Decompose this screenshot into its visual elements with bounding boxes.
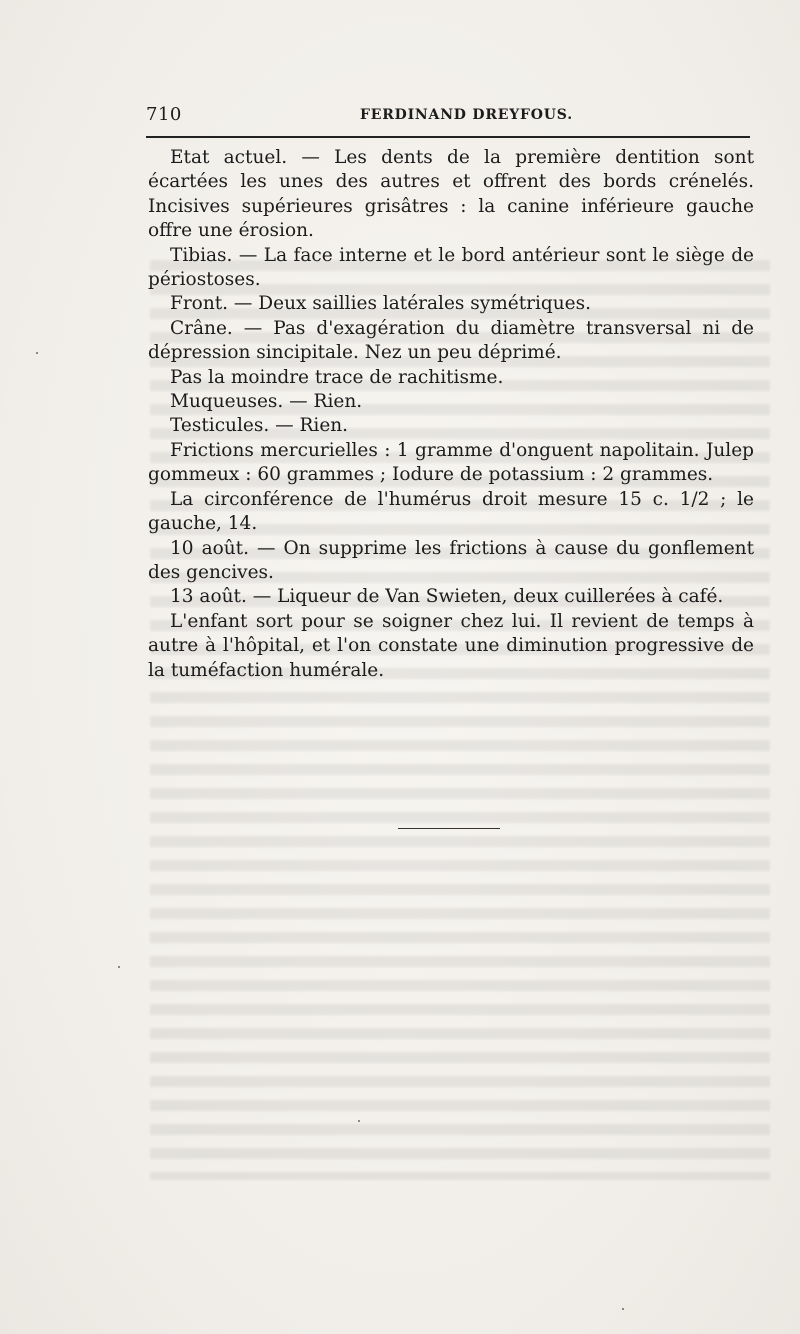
paper-speck [118,966,120,968]
body-text [148,146,754,683]
paper-speck [622,1308,624,1310]
paragraph-muqueuses: Muqueuses. — Rien. [170,391,363,413]
paper-speck [358,1120,360,1122]
running-head [146,104,750,126]
paragraph-enfant-sort: L'enfant sort pour se soigner chez lui. Il revient de temps à autre à l'hôpital, et l'on constate une diminution progressive de la tuméfaction humérale. [148,610,754,681]
paragraph-crane: Crâne. — Pas d'exagération du diamètre transversal ni de dépression sincipitale. Nez un peu déprimé. [148,317,754,364]
paragraph-tibias: Tibias. — La face interne et le bord antérieur sont le siège de périostoses. [148,244,754,291]
paragraph-etat-actuel: Etat actuel. — Les dents de la première dentition sont écartées les unes des autres et offrent des bords crénelés. Incisives supérieures grisâtres : la canine inférieure gauche offre une érosion. [148,147,754,242]
paragraph-frictions: Frictions mercurielles : 1 gramme d'onguent napolitain. Julep gommeux : 60 grammes ; Iodure de potassium : 2 grammes. [148,439,754,486]
running-title: FERDINAND DREYFOUS. [360,107,573,123]
paragraph-13-aout: 13 août. — Liqueur de Van Swieten, deux cuillerées à café. [170,586,724,608]
paragraph-rachitisme: Pas la moindre trace de rachitisme. [170,366,504,388]
page-number: 710 [146,104,182,125]
header-rule [146,136,750,138]
paragraph-10-aout: 10 août. — On supprime les frictions à cause du gonflement des gencives. [148,537,754,583]
paragraph-front: Front. — Deux saillies latérales symétriques. [170,293,591,315]
paragraph-testicules: Testicules. — Rien. [170,415,349,437]
paragraph-circonference: La circonférence de l'humérus droit mesure 15 c. 1/2 ; le gauche, 14. [148,488,754,535]
end-rule [398,828,500,829]
paper-speck [36,352,38,354]
